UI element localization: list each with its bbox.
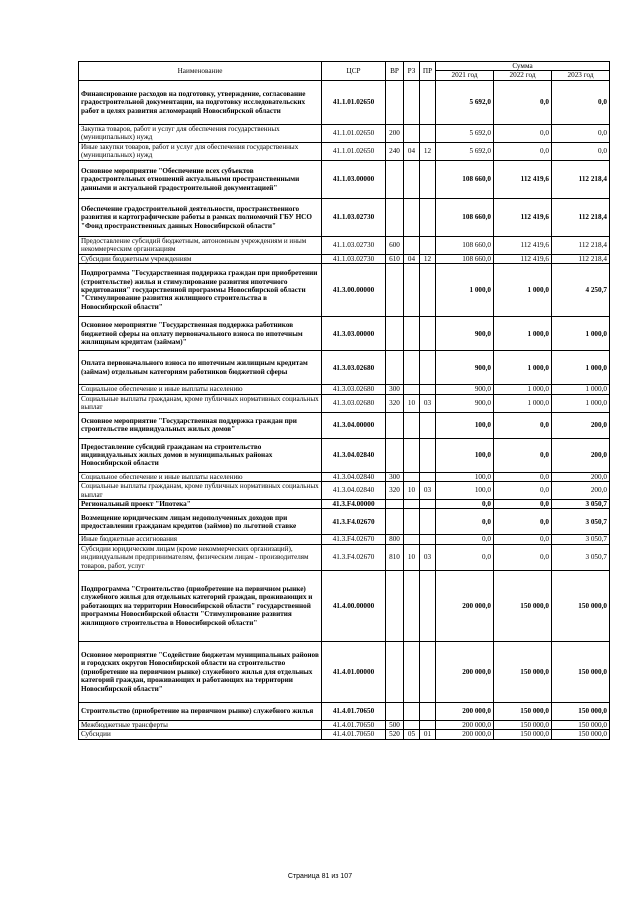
cell-y2023: 1 000,0 — [552, 394, 610, 412]
cell-pr — [420, 80, 436, 124]
cell-vr — [386, 438, 404, 472]
cell-vr: 240 — [386, 142, 404, 160]
cell-vr — [386, 351, 404, 385]
table-row — [79, 198, 610, 236]
cell-pr — [420, 160, 436, 198]
table-header — [79, 62, 610, 81]
cell-y2021: 0,0 — [436, 544, 494, 570]
cell-y2023: 150 000,0 — [552, 721, 610, 730]
cell-name: Региональный проект "Ипотека" — [79, 500, 322, 509]
table-row — [79, 509, 610, 535]
header-year-2023: 2023 год — [552, 71, 610, 80]
cell-y2022: 0,0 — [494, 500, 552, 509]
cell-y2022: 150 000,0 — [494, 703, 552, 721]
cell-pr: 03 — [420, 544, 436, 570]
cell-rz: 04 — [404, 142, 420, 160]
cell-csr: 41.3.03.02680 — [322, 351, 386, 385]
table-row — [79, 385, 610, 394]
cell-y2022: 1 000,0 — [494, 394, 552, 412]
cell-rz — [404, 438, 420, 472]
cell-y2021: 0,0 — [436, 509, 494, 535]
cell-vr: 320 — [386, 394, 404, 412]
cell-y2022: 1 000,0 — [494, 385, 552, 394]
cell-pr — [420, 264, 436, 317]
cell-rz: 10 — [404, 394, 420, 412]
header-pr: ПР — [420, 62, 436, 81]
cell-y2023: 3 050,7 — [552, 544, 610, 570]
cell-name: Иные закупки товаров, работ и услуг для обеспечения государственных (муниципальных) нужд — [79, 142, 322, 160]
cell-y2021: 100,0 — [436, 472, 494, 481]
cell-name: Основное мероприятие "Обеспечение всех субъектов градостроительных отношений актуальными пространственными данными и актуальной градостроительной документацией" — [79, 160, 322, 198]
table-row — [79, 254, 610, 263]
cell-y2022: 1 000,0 — [494, 351, 552, 385]
cell-y2023: 3 050,7 — [552, 509, 610, 535]
cell-y2022: 0,0 — [494, 544, 552, 570]
table-row — [79, 394, 610, 412]
cell-y2022: 0,0 — [494, 509, 552, 535]
cell-y2021: 100,0 — [436, 438, 494, 472]
cell-vr: 810 — [386, 544, 404, 570]
cell-name: Оплата первоначального взноса по ипотечным жилищным кредитам (займам) отдельным категориям работников бюджетной сферы — [79, 351, 322, 385]
header-vr: ВР — [386, 62, 404, 81]
cell-vr: 520 — [386, 730, 404, 739]
cell-csr: 41.3.00.00000 — [322, 264, 386, 317]
cell-y2023: 0,0 — [552, 142, 610, 160]
cell-vr — [386, 509, 404, 535]
table-row — [79, 80, 610, 124]
cell-pr: 03 — [420, 482, 436, 500]
cell-csr: 41.1.03.00000 — [322, 160, 386, 198]
cell-y2022: 150 000,0 — [494, 730, 552, 739]
cell-csr: 41.3.03.00000 — [322, 317, 386, 351]
cell-name: Предоставление субсидий бюджетным, автономным учреждениям и иным некоммерческим организациям — [79, 236, 322, 254]
cell-csr: 41.3.F4.02670 — [322, 535, 386, 544]
cell-csr: 41.4.01.70650 — [322, 721, 386, 730]
table-row — [79, 142, 610, 160]
cell-vr: 610 — [386, 254, 404, 263]
table-row — [79, 264, 610, 317]
cell-rz — [404, 500, 420, 509]
table-row — [79, 317, 610, 351]
cell-y2022: 0,0 — [494, 535, 552, 544]
cell-pr: 12 — [420, 142, 436, 160]
cell-vr: 300 — [386, 385, 404, 394]
cell-name: Закупка товаров, работ и услуг для обеспечения государственных (муниципальных) нужд — [79, 124, 322, 142]
cell-y2021: 100,0 — [436, 482, 494, 500]
cell-vr — [386, 642, 404, 703]
cell-pr — [420, 351, 436, 385]
table-row — [79, 703, 610, 721]
header-csr: ЦСР — [322, 62, 386, 81]
cell-pr — [420, 198, 436, 236]
cell-rz — [404, 535, 420, 544]
cell-name: Социальные выплаты гражданам, кроме публичных нормативных социальных выплат — [79, 482, 322, 500]
cell-vr — [386, 703, 404, 721]
cell-rz — [404, 351, 420, 385]
cell-y2022: 0,0 — [494, 482, 552, 500]
cell-csr: 41.3.F4.02670 — [322, 509, 386, 535]
table-row — [79, 160, 610, 198]
table-row — [79, 124, 610, 142]
cell-y2023: 112 218,4 — [552, 198, 610, 236]
table-row — [79, 730, 610, 739]
cell-name: Основное мероприятие "Государственная поддержка работников бюджетной сферы на оплату первоначального взноса по ипотечным жилищным кредитам (займам)" — [79, 317, 322, 351]
cell-y2023: 3 050,7 — [552, 535, 610, 544]
cell-y2022: 112 419,6 — [494, 254, 552, 263]
cell-pr — [420, 124, 436, 142]
header-sum: Сумма — [436, 62, 610, 71]
cell-vr — [386, 198, 404, 236]
cell-y2021: 108 660,0 — [436, 254, 494, 263]
cell-name: Социальное обеспечение и иные выплаты населению — [79, 385, 322, 394]
cell-rz — [404, 412, 420, 438]
cell-vr: 500 — [386, 721, 404, 730]
cell-y2023: 150 000,0 — [552, 642, 610, 703]
cell-pr — [420, 317, 436, 351]
cell-y2021: 200 000,0 — [436, 571, 494, 642]
cell-pr — [420, 535, 436, 544]
cell-vr — [386, 80, 404, 124]
cell-y2021: 900,0 — [436, 351, 494, 385]
cell-csr: 41.3.04.02840 — [322, 472, 386, 481]
cell-vr — [386, 264, 404, 317]
cell-pr — [420, 642, 436, 703]
cell-csr: 41.3.04.02840 — [322, 482, 386, 500]
cell-rz: 04 — [404, 254, 420, 263]
cell-y2021: 200 000,0 — [436, 730, 494, 739]
cell-y2021: 0,0 — [436, 535, 494, 544]
table-row — [79, 438, 610, 472]
cell-name: Обеспечение градостроительной деятельности, пространственного развития и картографические работы в рамках полномочий ГБУ НСО "Фонд пространственных данных Новосибирской области" — [79, 198, 322, 236]
table-row — [79, 412, 610, 438]
cell-pr — [420, 703, 436, 721]
cell-y2022: 0,0 — [494, 472, 552, 481]
cell-csr: 41.3.04.00000 — [322, 412, 386, 438]
cell-y2022: 112 419,6 — [494, 236, 552, 254]
table-row — [79, 642, 610, 703]
cell-name: Субсидии бюджетным учреждениям — [79, 254, 322, 263]
table-row — [79, 500, 610, 509]
cell-vr: 600 — [386, 236, 404, 254]
page-footer — [0, 873, 640, 880]
cell-y2021: 200 000,0 — [436, 703, 494, 721]
table-row — [79, 236, 610, 254]
cell-csr: 41.1.03.02730 — [322, 254, 386, 263]
cell-name: Субсидии — [79, 730, 322, 739]
table-row — [79, 544, 610, 570]
cell-csr: 41.3.03.02680 — [322, 385, 386, 394]
cell-y2021: 5 692,0 — [436, 80, 494, 124]
cell-rz — [404, 472, 420, 481]
cell-csr: 41.3.04.02840 — [322, 438, 386, 472]
cell-rz — [404, 236, 420, 254]
cell-rz — [404, 317, 420, 351]
cell-y2021: 1 000,0 — [436, 264, 494, 317]
cell-rz — [404, 721, 420, 730]
cell-pr — [420, 236, 436, 254]
cell-y2021: 5 692,0 — [436, 142, 494, 160]
cell-y2023: 1 000,0 — [552, 351, 610, 385]
cell-y2023: 0,0 — [552, 124, 610, 142]
cell-y2023: 112 218,4 — [552, 254, 610, 263]
cell-pr — [420, 472, 436, 481]
cell-vr: 200 — [386, 124, 404, 142]
cell-pr — [420, 500, 436, 509]
cell-y2023: 200,0 — [552, 438, 610, 472]
cell-name: Основное мероприятие "Содействие бюджетам муниципальных районов и городских округов Новосибирской области на строительство (приобретение на первичном рынке) служебного жилья для отдельных категорий граждан, проживающих и работающих на территории Новосибирской области" — [79, 642, 322, 703]
cell-vr — [386, 317, 404, 351]
cell-name: Иные бюджетные ассигнования — [79, 535, 322, 544]
cell-y2021: 0,0 — [436, 500, 494, 509]
cell-csr: 41.4.01.70650 — [322, 703, 386, 721]
cell-pr: 03 — [420, 394, 436, 412]
cell-pr — [420, 412, 436, 438]
cell-csr: 41.1.01.02650 — [322, 124, 386, 142]
cell-pr — [420, 438, 436, 472]
cell-y2023: 112 218,4 — [552, 160, 610, 198]
cell-y2021: 5 692,0 — [436, 124, 494, 142]
header-rz: РЗ — [404, 62, 420, 81]
cell-y2022: 1 000,0 — [494, 264, 552, 317]
cell-csr: 41.1.03.02730 — [322, 198, 386, 236]
cell-name: Основное мероприятие "Государственная поддержка граждан при строительстве индивидуальных жилых домов" — [79, 412, 322, 438]
cell-rz — [404, 160, 420, 198]
cell-csr: 41.1.01.02650 — [322, 142, 386, 160]
cell-y2021: 900,0 — [436, 394, 494, 412]
table-row — [79, 351, 610, 385]
footer-page-number: 81 — [321, 873, 330, 880]
cell-y2023: 200,0 — [552, 482, 610, 500]
cell-pr: 01 — [420, 730, 436, 739]
cell-rz — [404, 264, 420, 317]
table-row — [79, 571, 610, 642]
cell-y2022: 150 000,0 — [494, 642, 552, 703]
cell-rz: 10 — [404, 482, 420, 500]
cell-y2023: 1 000,0 — [552, 317, 610, 351]
cell-vr: 320 — [386, 482, 404, 500]
cell-y2021: 108 660,0 — [436, 160, 494, 198]
cell-y2021: 108 660,0 — [436, 236, 494, 254]
cell-name: Социальное обеспечение и иные выплаты населению — [79, 472, 322, 481]
cell-vr — [386, 160, 404, 198]
cell-pr: 12 — [420, 254, 436, 263]
cell-rz — [404, 124, 420, 142]
cell-name: Межбюджетные трансферты — [79, 721, 322, 730]
cell-y2022: 0,0 — [494, 142, 552, 160]
header-year-2021: 2021 год — [436, 71, 494, 80]
cell-y2022: 150 000,0 — [494, 571, 552, 642]
cell-name: Социальные выплаты гражданам, кроме публичных нормативных социальных выплат — [79, 394, 322, 412]
cell-rz: 10 — [404, 544, 420, 570]
cell-csr: 41.4.01.00000 — [322, 642, 386, 703]
cell-y2023: 112 218,4 — [552, 236, 610, 254]
cell-y2023: 200,0 — [552, 472, 610, 481]
cell-csr: 41.1.03.02730 — [322, 236, 386, 254]
footer-of-label: из — [331, 873, 339, 880]
cell-rz — [404, 509, 420, 535]
cell-y2021: 900,0 — [436, 385, 494, 394]
cell-rz — [404, 385, 420, 394]
cell-y2023: 200,0 — [552, 412, 610, 438]
cell-pr — [420, 509, 436, 535]
table-row — [79, 472, 610, 481]
table-row — [79, 482, 610, 500]
table-row — [79, 721, 610, 730]
cell-pr — [420, 721, 436, 730]
cell-y2021: 200 000,0 — [436, 642, 494, 703]
cell-name: Подпрограмма "Строительство (приобретение на первичном рынке) служебного жилья для отдельных категорий граждан, проживающих и работающих на территории Новосибирской области" государственной программы Новосибирской области "Стимулирование развития жилищного строительства в Новосибирской области" — [79, 571, 322, 642]
cell-y2023: 0,0 — [552, 80, 610, 124]
footer-page-label: Страница — [287, 873, 320, 880]
cell-y2021: 200 000,0 — [436, 721, 494, 730]
cell-y2022: 0,0 — [494, 438, 552, 472]
cell-vr — [386, 500, 404, 509]
cell-rz — [404, 642, 420, 703]
cell-y2022: 1 000,0 — [494, 317, 552, 351]
cell-csr: 41.3.03.02680 — [322, 394, 386, 412]
header-year-2022: 2022 год — [494, 71, 552, 80]
table-row — [79, 535, 610, 544]
cell-csr: 41.1.01.02650 — [322, 80, 386, 124]
cell-y2023: 150 000,0 — [552, 571, 610, 642]
cell-rz: 05 — [404, 730, 420, 739]
cell-y2021: 900,0 — [436, 317, 494, 351]
cell-name: Предоставление субсидий гражданам на строительство индивидуальных жилых домов в муниципальных районах Новосибирской области — [79, 438, 322, 472]
header-name: Наименование — [79, 62, 322, 81]
cell-vr: 800 — [386, 535, 404, 544]
cell-vr — [386, 412, 404, 438]
cell-y2023: 150 000,0 — [552, 730, 610, 739]
cell-rz — [404, 198, 420, 236]
cell-y2022: 112 419,6 — [494, 198, 552, 236]
cell-pr — [420, 385, 436, 394]
cell-y2021: 100,0 — [436, 412, 494, 438]
cell-csr: 41.3.F4.02670 — [322, 544, 386, 570]
cell-vr — [386, 571, 404, 642]
cell-csr: 41.3.F4.00000 — [322, 500, 386, 509]
footer-total-pages: 107 — [340, 873, 353, 880]
cell-name: Подпрограмма "Государственная поддержка граждан при приобретении (строительстве) жилья и стимулирование развития ипотечного кредитования" государственной программы Новосибирской области "Стимулирование развития жилищного строительства в Новосибирской области" — [79, 264, 322, 317]
cell-csr: 41.4.00.00000 — [322, 571, 386, 642]
cell-y2023: 150 000,0 — [552, 703, 610, 721]
cell-pr — [420, 571, 436, 642]
budget-table — [78, 61, 610, 740]
table-body — [79, 80, 610, 739]
cell-csr: 41.4.01.70650 — [322, 730, 386, 739]
cell-y2022: 0,0 — [494, 412, 552, 438]
cell-y2023: 4 250,7 — [552, 264, 610, 317]
cell-rz — [404, 80, 420, 124]
cell-name: Возмещение юридическим лицам недополученных доходов при предоставлении гражданам кредитов (займов) по льготной ставке — [79, 509, 322, 535]
cell-y2023: 1 000,0 — [552, 385, 610, 394]
cell-y2022: 150 000,0 — [494, 721, 552, 730]
cell-y2021: 108 660,0 — [436, 198, 494, 236]
cell-name: Финансирование расходов на подготовку, утверждение, согласование градостроительной документации, на подготовку исследовательских работ в целях развития агломераций Новосибирской области — [79, 80, 322, 124]
cell-y2022: 0,0 — [494, 124, 552, 142]
cell-rz — [404, 703, 420, 721]
cell-name: Субсидии юридическим лицам (кроме некоммерческих организаций), индивидуальным предпринимателям, физическим лицам - производителям товаров, работ, услуг — [79, 544, 322, 570]
cell-y2022: 0,0 — [494, 80, 552, 124]
cell-vr: 300 — [386, 472, 404, 481]
cell-y2022: 112 419,6 — [494, 160, 552, 198]
cell-rz — [404, 571, 420, 642]
cell-y2023: 3 050,7 — [552, 500, 610, 509]
cell-name: Строительство (приобретение на первичном рынке) служебного жилья — [79, 703, 322, 721]
